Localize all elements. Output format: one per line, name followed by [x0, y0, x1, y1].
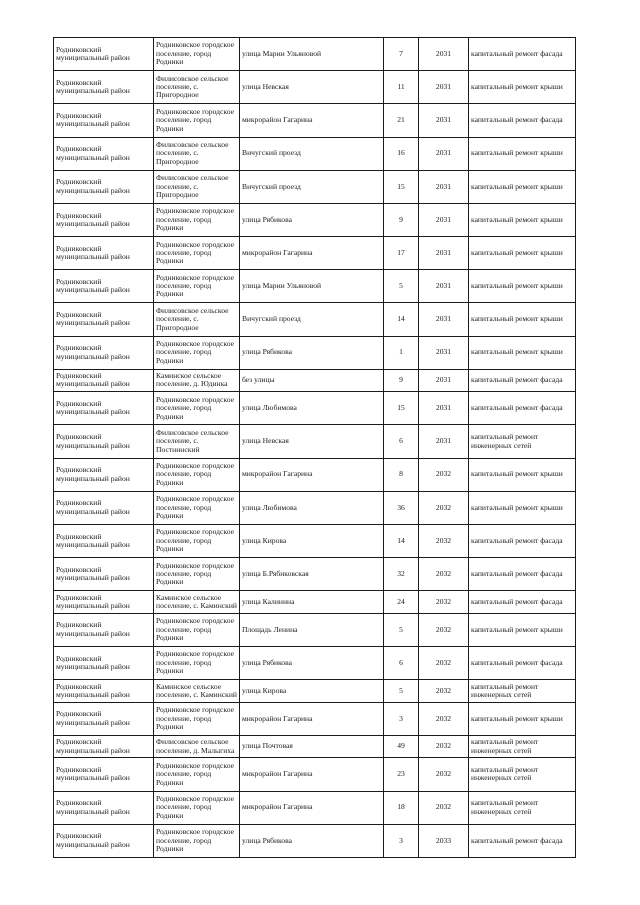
- district-cell: Родниковский муниципальный район: [54, 303, 154, 336]
- settlement-cell: Родниковское городское поселение, город Родники: [154, 702, 240, 735]
- settlement-cell: Родниковское городское поселение, город Родники: [154, 824, 240, 857]
- house-number-cell: 16: [384, 137, 419, 170]
- district-cell: Родниковский муниципальный район: [54, 270, 154, 303]
- work-type-cell: капитальный ремонт крыши: [469, 203, 576, 236]
- work-type-cell: капитальный ремонт фасада: [469, 591, 576, 614]
- table-row: [54, 491, 576, 524]
- table-row: [54, 104, 576, 137]
- settlement-cell: Родниковское городское поселение, город Родники: [154, 613, 240, 646]
- work-type-cell: капитальный ремонт крыши: [469, 237, 576, 270]
- table-row: [54, 758, 576, 791]
- house-number-cell: 15: [384, 392, 419, 425]
- table-row: [54, 71, 576, 104]
- table-row: [54, 392, 576, 425]
- table-row: [54, 369, 576, 392]
- settlement-cell: Родниковское городское поселение, город Родники: [154, 336, 240, 369]
- settlement-cell: Родниковское городское поселение, город Родники: [154, 524, 240, 557]
- year-cell: 2032: [419, 491, 469, 524]
- work-type-cell: капитальный ремонт крыши: [469, 458, 576, 491]
- work-type-cell: капитальный ремонт крыши: [469, 702, 576, 735]
- house-number-cell: 7: [384, 38, 419, 71]
- street-cell: микрорайон Гагарина: [240, 791, 384, 824]
- table-row: [54, 524, 576, 557]
- work-type-cell: капитальный ремонт инженерных сетей: [469, 680, 576, 703]
- table-row: [54, 270, 576, 303]
- table-row: [54, 425, 576, 458]
- street-cell: улица Рябикова: [240, 824, 384, 857]
- street-cell: улица Марии Ульяновой: [240, 270, 384, 303]
- work-type-cell: капитальный ремонт фасада: [469, 646, 576, 679]
- house-number-cell: 11: [384, 71, 419, 104]
- year-cell: 2032: [419, 735, 469, 758]
- year-cell: 2031: [419, 104, 469, 137]
- district-cell: Родниковский муниципальный район: [54, 613, 154, 646]
- year-cell: 2032: [419, 702, 469, 735]
- settlement-cell: Родниковское городское поселение, город Родники: [154, 237, 240, 270]
- work-type-cell: капитальный ремонт крыши: [469, 491, 576, 524]
- work-type-cell: капитальный ремонт крыши: [469, 137, 576, 170]
- work-type-cell: капитальный ремонт фасада: [469, 38, 576, 71]
- year-cell: 2032: [419, 791, 469, 824]
- year-cell: 2032: [419, 758, 469, 791]
- street-cell: улица Кирова: [240, 524, 384, 557]
- house-number-cell: 9: [384, 369, 419, 392]
- street-cell: микрорайон Гагарина: [240, 458, 384, 491]
- year-cell: 2031: [419, 336, 469, 369]
- house-number-cell: 6: [384, 425, 419, 458]
- house-number-cell: 1: [384, 336, 419, 369]
- table-row: [54, 558, 576, 591]
- settlement-cell: Родниковское городское поселение, город Родники: [154, 104, 240, 137]
- house-number-cell: 5: [384, 270, 419, 303]
- house-number-cell: 17: [384, 237, 419, 270]
- house-number-cell: 15: [384, 170, 419, 203]
- house-number-cell: 24: [384, 591, 419, 614]
- district-cell: Родниковский муниципальный район: [54, 170, 154, 203]
- street-cell: улица Калинина: [240, 591, 384, 614]
- district-cell: Родниковский муниципальный район: [54, 558, 154, 591]
- house-number-cell: 14: [384, 524, 419, 557]
- work-type-cell: капитальный ремонт инженерных сетей: [469, 758, 576, 791]
- house-number-cell: 23: [384, 758, 419, 791]
- district-cell: Родниковский муниципальный район: [54, 491, 154, 524]
- work-type-cell: капитальный ремонт фасада: [469, 369, 576, 392]
- table-row: [54, 237, 576, 270]
- work-type-cell: капитальный ремонт фасада: [469, 524, 576, 557]
- table-row: [54, 170, 576, 203]
- house-number-cell: 49: [384, 735, 419, 758]
- street-cell: Площадь Ленина: [240, 613, 384, 646]
- work-type-cell: капитальный ремонт крыши: [469, 270, 576, 303]
- table-row: [54, 591, 576, 614]
- work-type-cell: капитальный ремонт крыши: [469, 613, 576, 646]
- work-type-cell: капитальный ремонт фасада: [469, 392, 576, 425]
- district-cell: Родниковский муниципальный район: [54, 824, 154, 857]
- settlement-cell: Филисовское сельское поселение, д. Малыгиха: [154, 735, 240, 758]
- house-number-cell: 5: [384, 613, 419, 646]
- district-cell: Родниковский муниципальный район: [54, 680, 154, 703]
- district-cell: Родниковский муниципальный район: [54, 702, 154, 735]
- house-number-cell: 5: [384, 680, 419, 703]
- district-cell: Родниковский муниципальный район: [54, 38, 154, 71]
- district-cell: Родниковский муниципальный район: [54, 203, 154, 236]
- district-cell: Родниковский муниципальный район: [54, 591, 154, 614]
- district-cell: Родниковский муниципальный район: [54, 524, 154, 557]
- year-cell: 2031: [419, 392, 469, 425]
- year-cell: 2031: [419, 425, 469, 458]
- district-cell: Родниковский муниципальный район: [54, 791, 154, 824]
- settlement-cell: Филисовское сельское поселение, с. Пригородное: [154, 71, 240, 104]
- settlement-cell: Родниковское городское поселение, город Родники: [154, 758, 240, 791]
- district-cell: Родниковский муниципальный район: [54, 369, 154, 392]
- house-number-cell: 6: [384, 646, 419, 679]
- street-cell: Вичугский проезд: [240, 303, 384, 336]
- settlement-cell: Филисовское сельское поселение, с. Пригородное: [154, 137, 240, 170]
- settlement-cell: Филисовское сельское поселение, с. Пригородное: [154, 170, 240, 203]
- year-cell: 2031: [419, 203, 469, 236]
- work-type-cell: капитальный ремонт крыши: [469, 170, 576, 203]
- street-cell: без улицы: [240, 369, 384, 392]
- work-type-cell: капитальный ремонт фасада: [469, 558, 576, 591]
- district-cell: Родниковский муниципальный район: [54, 71, 154, 104]
- settlement-cell: Родниковское городское поселение, город Родники: [154, 203, 240, 236]
- street-cell: улица Рябикова: [240, 203, 384, 236]
- table-row: [54, 646, 576, 679]
- settlement-cell: Родниковское городское поселение, город Родники: [154, 491, 240, 524]
- year-cell: 2031: [419, 71, 469, 104]
- settlement-cell: Каминское сельское поселение, с. Каминский: [154, 680, 240, 703]
- table-row: [54, 38, 576, 71]
- district-cell: Родниковский муниципальный район: [54, 758, 154, 791]
- table-row: [54, 458, 576, 491]
- street-cell: микрорайон Гагарина: [240, 104, 384, 137]
- settlement-cell: Родниковское городское поселение, город Родники: [154, 38, 240, 71]
- district-cell: Родниковский муниципальный район: [54, 336, 154, 369]
- year-cell: 2033: [419, 824, 469, 857]
- street-cell: Вичугский проезд: [240, 137, 384, 170]
- street-cell: микрорайон Гагарина: [240, 702, 384, 735]
- street-cell: микрорайон Гагарина: [240, 237, 384, 270]
- district-cell: Родниковский муниципальный район: [54, 646, 154, 679]
- settlement-cell: Родниковское городское поселение, город Родники: [154, 558, 240, 591]
- year-cell: 2032: [419, 680, 469, 703]
- district-cell: Родниковский муниципальный район: [54, 458, 154, 491]
- work-type-cell: капитальный ремонт фасада: [469, 104, 576, 137]
- settlement-cell: Родниковское городское поселение, город Родники: [154, 791, 240, 824]
- house-number-cell: 14: [384, 303, 419, 336]
- year-cell: 2031: [419, 369, 469, 392]
- settlement-cell: Родниковское городское поселение, город Родники: [154, 392, 240, 425]
- settlement-cell: Родниковское городское поселение, город Родники: [154, 270, 240, 303]
- settlement-cell: Филисовское сельское поселение, с. Пригородное: [154, 303, 240, 336]
- work-type-cell: капитальный ремонт крыши: [469, 71, 576, 104]
- year-cell: 2031: [419, 170, 469, 203]
- year-cell: 2032: [419, 591, 469, 614]
- house-number-cell: 8: [384, 458, 419, 491]
- table-row: [54, 336, 576, 369]
- street-cell: микрорайон Гагарина: [240, 758, 384, 791]
- table-row: [54, 680, 576, 703]
- work-type-cell: капитальный ремонт инженерных сетей: [469, 425, 576, 458]
- street-cell: улица Любимова: [240, 491, 384, 524]
- street-cell: улица Невская: [240, 71, 384, 104]
- year-cell: 2032: [419, 524, 469, 557]
- street-cell: улица Невская: [240, 425, 384, 458]
- district-cell: Родниковский муниципальный район: [54, 392, 154, 425]
- settlement-cell: Каминское сельское поселение, с. Каминский: [154, 591, 240, 614]
- year-cell: 2031: [419, 38, 469, 71]
- settlement-cell: Родниковское городское поселение, город Родники: [154, 458, 240, 491]
- house-number-cell: 36: [384, 491, 419, 524]
- house-number-cell: 21: [384, 104, 419, 137]
- table-row: [54, 303, 576, 336]
- table-row: [54, 613, 576, 646]
- table-row: [54, 137, 576, 170]
- year-cell: 2032: [419, 558, 469, 591]
- settlement-cell: Филисовское сельское поселение, с. Постнинский: [154, 425, 240, 458]
- work-type-cell: капитальный ремонт инженерных сетей: [469, 735, 576, 758]
- street-cell: улица Рябикова: [240, 336, 384, 369]
- repair-schedule-table: [53, 37, 576, 858]
- district-cell: Родниковский муниципальный район: [54, 137, 154, 170]
- house-number-cell: 3: [384, 824, 419, 857]
- district-cell: Родниковский муниципальный район: [54, 735, 154, 758]
- settlement-cell: Каминское сельское поселение, д. Юдинка: [154, 369, 240, 392]
- district-cell: Родниковский муниципальный район: [54, 104, 154, 137]
- work-type-cell: капитальный ремонт фасада: [469, 824, 576, 857]
- table-row: [54, 824, 576, 857]
- table-row: [54, 735, 576, 758]
- year-cell: 2032: [419, 458, 469, 491]
- table-row: [54, 702, 576, 735]
- work-type-cell: капитальный ремонт крыши: [469, 303, 576, 336]
- house-number-cell: 18: [384, 791, 419, 824]
- house-number-cell: 3: [384, 702, 419, 735]
- street-cell: улица Рябикова: [240, 646, 384, 679]
- street-cell: улица Кирова: [240, 680, 384, 703]
- house-number-cell: 32: [384, 558, 419, 591]
- year-cell: 2031: [419, 237, 469, 270]
- year-cell: 2031: [419, 270, 469, 303]
- district-cell: Родниковский муниципальный район: [54, 425, 154, 458]
- settlement-cell: Родниковское городское поселение, город Родники: [154, 646, 240, 679]
- street-cell: Вичугский проезд: [240, 170, 384, 203]
- year-cell: 2031: [419, 137, 469, 170]
- street-cell: улица Б.Рябиковская: [240, 558, 384, 591]
- year-cell: 2032: [419, 646, 469, 679]
- year-cell: 2031: [419, 303, 469, 336]
- street-cell: улица Любимова: [240, 392, 384, 425]
- street-cell: улица Почтовая: [240, 735, 384, 758]
- table-row: [54, 791, 576, 824]
- work-type-cell: капитальный ремонт инженерных сетей: [469, 791, 576, 824]
- table-body: [54, 38, 576, 858]
- work-type-cell: капитальный ремонт крыши: [469, 336, 576, 369]
- house-number-cell: 9: [384, 203, 419, 236]
- table-row: [54, 203, 576, 236]
- year-cell: 2032: [419, 613, 469, 646]
- district-cell: Родниковский муниципальный район: [54, 237, 154, 270]
- street-cell: улица Марии Ульяновой: [240, 38, 384, 71]
